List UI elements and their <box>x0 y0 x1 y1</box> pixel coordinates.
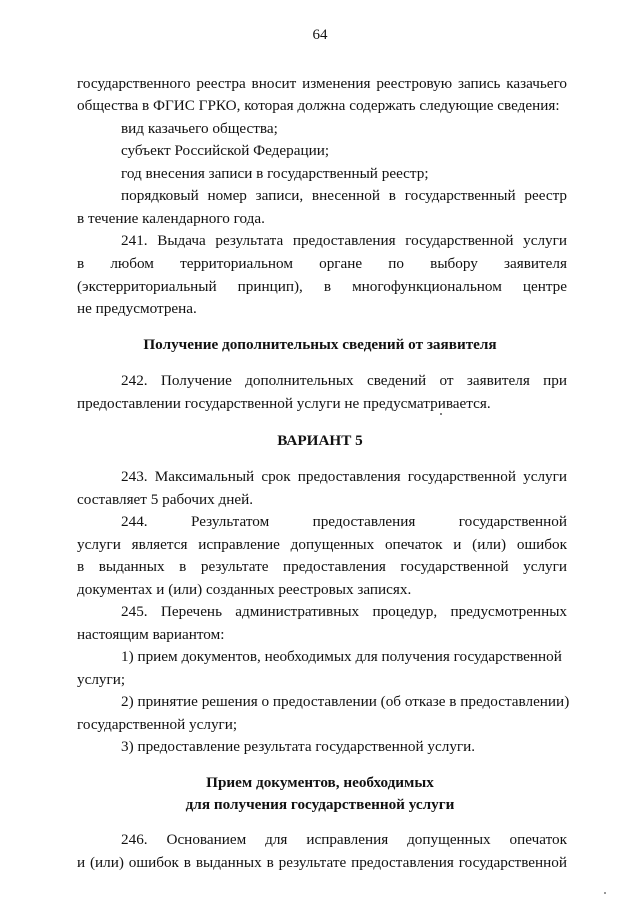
text-line: 245. Перечень административных процедур, предусмотренных <box>121 603 567 620</box>
text-line: общества в ФГИС ГРКО, которая должна содержать следующие сведения: <box>77 97 560 114</box>
text-line: субъект Российской Федерации; <box>121 142 330 159</box>
text-line: услуги является исправление допущенных опечаток и (или) ошибок <box>77 536 567 553</box>
text-line: порядковый номер записи, внесенной в государственный реестр <box>121 187 567 204</box>
text-line: 1) прием документов, необходимых для получения государственной <box>121 648 562 665</box>
text-line: в течение календарного года. <box>77 210 265 227</box>
text-line: предоставлении государственной услуги не предусматривается. <box>77 395 491 412</box>
variant-heading: ВАРИАНТ 5 <box>277 432 363 449</box>
scan-speck <box>604 892 606 894</box>
text-line: государственного реестра вносит изменения реестровую запись казачьего <box>77 75 567 92</box>
text-line: составляет 5 рабочих дней. <box>77 491 254 508</box>
page-number: 64 <box>312 27 328 43</box>
text-line: в выданных в результате предоставления государственной услуги <box>77 558 567 575</box>
section-heading: Прием документов, необходимых <box>206 774 434 791</box>
text-line: вид казачьего общества; <box>121 120 278 137</box>
text-line: документах и (или) созданных реестровых записях. <box>77 581 412 598</box>
text-line: 243. Максимальный срок предоставления государственной услуги <box>121 468 567 485</box>
text-line: (экстерриториальный принцип), в многофункциональном центре <box>77 278 567 295</box>
section-heading: для получения государственной услуги <box>185 796 455 813</box>
text-line: год внесения записи в государственный реестр; <box>121 165 429 182</box>
text-line: настоящим вариантом: <box>77 626 225 643</box>
text-line: 242. Получение дополнительных сведений от заявителя при <box>121 372 567 389</box>
text-line: 241. Выдача результата предоставления государственной услуги <box>121 232 567 249</box>
scan-speck <box>440 413 442 415</box>
text-line: и (или) ошибок в выданных в результате предоставления государственной <box>77 854 567 871</box>
text-line: 244. Результатом предоставления государственной <box>121 513 567 530</box>
section-heading: Получение дополнительных сведений от заявителя <box>143 336 497 353</box>
text-line: государственной услуги; <box>77 716 238 733</box>
text-line: 246. Основанием для исправления допущенных опечаток <box>121 831 567 848</box>
text-line: 3) предоставление результата государственной услуги. <box>121 738 476 755</box>
text-line: 2) принятие решения о предоставлении (об отказе в предоставлении) <box>121 693 570 710</box>
text-line: не предусмотрена. <box>77 300 197 317</box>
text-line: услуги; <box>77 671 126 688</box>
text-line: в любом территориальном органе по выбору заявителя <box>77 255 567 272</box>
